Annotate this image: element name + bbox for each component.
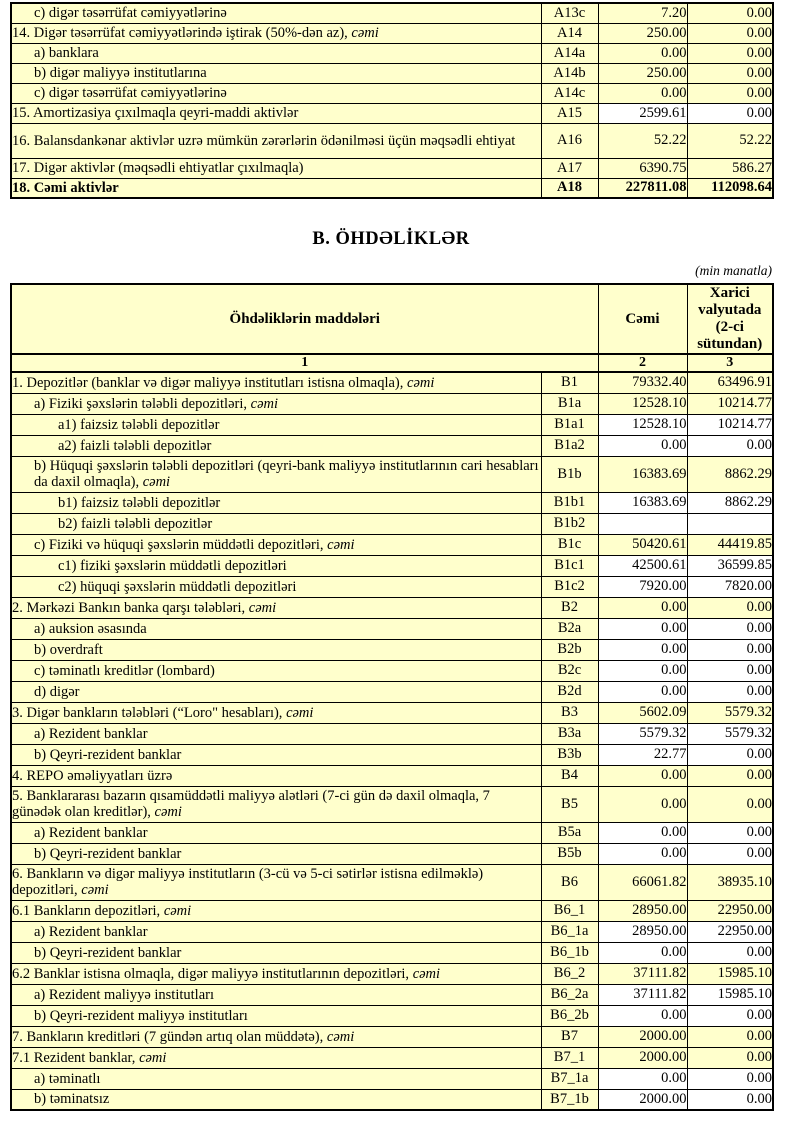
row-label: c) digər təsərrüfat cəmiyyətlərinə: [11, 3, 541, 23]
row-code: B6: [541, 864, 598, 900]
row-foreign-value: 15985.10: [687, 984, 773, 1005]
row-label: 3. Digər bankların tələbləri (“Loro" hesabları), cəmi: [11, 702, 541, 723]
row-label-suffix: cəmi: [409, 965, 441, 982]
row-total-value: [598, 513, 687, 534]
row-label: c) digər təsərrüfat cəmiyyətlərinə: [11, 83, 541, 103]
row-label-suffix: cəmi: [323, 536, 355, 553]
row-label-suffix: cəmi: [282, 704, 314, 721]
row-total-value: 227811.08: [598, 178, 687, 198]
row-code: A14a: [541, 43, 598, 63]
row-total-value: 0.00: [598, 597, 687, 618]
table-row: [11, 83, 773, 103]
row-foreign-value: 0.00: [687, 3, 773, 23]
table-row: [11, 158, 773, 178]
liabilities-table-body: [11, 284, 773, 1110]
row-foreign-value: 10214.77: [687, 393, 773, 414]
row-total-value: 2000.00: [598, 1026, 687, 1047]
row-foreign-value: 0.00: [687, 843, 773, 864]
row-total-value: 16383.69: [598, 492, 687, 513]
liabilities-subheader-row: [11, 354, 773, 372]
row-total-value: 0.00: [598, 1068, 687, 1089]
row-foreign-value: 5579.32: [687, 723, 773, 744]
row-foreign-value: 5579.32: [687, 702, 773, 723]
table-row: [11, 372, 773, 393]
row-code: B7_1a: [541, 1068, 598, 1089]
table-row: [11, 744, 773, 765]
row-code: B4: [541, 765, 598, 786]
table-row: [11, 414, 773, 435]
row-code: B5a: [541, 822, 598, 843]
table-row: [11, 555, 773, 576]
row-code: B1b2: [541, 513, 598, 534]
row-label: b) Qeyri-rezident banklar: [11, 744, 541, 765]
row-label-suffix: cəmi: [135, 1049, 167, 1066]
row-label: 2. Mərkəzi Bankın banka qarşı tələbləri, cəmi: [11, 597, 541, 618]
section-b-title: B. ÖHDƏLİKLƏR: [312, 229, 470, 249]
row-label: 4. REPO əməliyyatları üzrə: [11, 765, 541, 786]
row-foreign-value: 0.00: [687, 435, 773, 456]
row-label: b) Qeyri-rezident maliyyə institutları: [11, 1005, 541, 1026]
row-foreign-value: 8862.29: [687, 456, 773, 492]
row-foreign-value: 0.00: [687, 786, 773, 822]
row-label-suffix: cəmi: [77, 882, 109, 898]
row-label: a1) faizsiz tələbli depozitlər: [11, 414, 541, 435]
row-label: a) təminatlı: [11, 1068, 541, 1089]
liabilities-header-row: [11, 284, 773, 354]
table-row: [11, 576, 773, 597]
table-row: [11, 456, 773, 492]
row-total-value: 2599.61: [598, 103, 687, 123]
row-total-value: 250.00: [598, 63, 687, 83]
row-label: b2) faizli tələbli depozitlər: [11, 513, 541, 534]
row-total-value: 7.20: [598, 3, 687, 23]
row-label: a) auksion əsasında: [11, 618, 541, 639]
header-foreign-column: Xarici valyutada (2-ci sütundan): [687, 284, 773, 354]
table-row: [11, 1089, 773, 1110]
row-code: B5: [541, 786, 598, 822]
row-code: A14b: [541, 63, 598, 83]
row-label: a) Fiziki şəxslərin tələbli depozitləri, cəmi: [11, 393, 541, 414]
table-row: [11, 702, 773, 723]
table-row: [11, 639, 773, 660]
row-label-suffix: cəmi: [247, 395, 279, 412]
row-label-suffix: cəmi: [403, 374, 435, 391]
row-total-value: 0.00: [598, 618, 687, 639]
table-row: [11, 1068, 773, 1089]
row-total-value: 0.00: [598, 1005, 687, 1026]
row-total-value: 0.00: [598, 765, 687, 786]
table-row: [11, 3, 773, 23]
row-code: A17: [541, 158, 598, 178]
row-code: B2: [541, 597, 598, 618]
table-row: [11, 786, 773, 822]
row-code: B6_2: [541, 963, 598, 984]
row-total-value: 28950.00: [598, 900, 687, 921]
row-code: B1c2: [541, 576, 598, 597]
row-foreign-value: 0.00: [687, 681, 773, 702]
row-foreign-value: 22950.00: [687, 900, 773, 921]
row-total-value: 37111.82: [598, 984, 687, 1005]
row-label: 6.2 Banklar istisna olmaqla, digər maliyyə institutlarının depozitləri, cəmi: [11, 963, 541, 984]
row-code: A13c: [541, 3, 598, 23]
table-row: [11, 103, 773, 123]
row-total-value: 12528.10: [598, 393, 687, 414]
row-foreign-value: 0.00: [687, 765, 773, 786]
header-items-column: Öhdəliklərin maddələri: [11, 284, 598, 354]
table-row: [11, 597, 773, 618]
subheader-col-2: 2: [598, 354, 687, 372]
table-row: [11, 723, 773, 744]
table-row: [11, 43, 773, 63]
table-row: [11, 618, 773, 639]
table-row: [11, 942, 773, 963]
row-total-value: 7920.00: [598, 576, 687, 597]
row-label: 15. Amortizasiya çıxılmaqla qeyri-maddi aktivlər: [11, 103, 541, 123]
row-foreign-value: 10214.77: [687, 414, 773, 435]
unit-note: (min manatla): [695, 263, 772, 278]
table-row: [11, 178, 773, 198]
row-total-value: 66061.82: [598, 864, 687, 900]
row-code: A14: [541, 23, 598, 43]
table-row: [11, 1005, 773, 1026]
row-label-suffix: cəmi: [139, 474, 171, 490]
row-total-value: 12528.10: [598, 414, 687, 435]
subheader-col-1: 1: [11, 354, 598, 372]
row-foreign-value: 586.27: [687, 158, 773, 178]
row-label: 17. Digər aktivlər (məqsədli ehtiyatlar çıxılmaqla): [11, 158, 541, 178]
row-total-value: 5602.09: [598, 702, 687, 723]
row-label: 1. Depozitlər (banklar və digər maliyyə institutları istisna olmaqla), cəmi: [11, 372, 541, 393]
table-row: [11, 513, 773, 534]
row-label: a) Rezident banklar: [11, 822, 541, 843]
row-total-value: 22.77: [598, 744, 687, 765]
row-foreign-value: 0.00: [687, 1026, 773, 1047]
row-total-value: 50420.61: [598, 534, 687, 555]
row-foreign-value: 0.00: [687, 744, 773, 765]
table-row: [11, 765, 773, 786]
row-label: b) Qeyri-rezident banklar: [11, 942, 541, 963]
table-row: [11, 921, 773, 942]
row-total-value: 2000.00: [598, 1089, 687, 1110]
row-foreign-value: 0.00: [687, 43, 773, 63]
row-total-value: 2000.00: [598, 1047, 687, 1068]
row-label: c2) hüquqi şəxslərin müddətli depozitləri: [11, 576, 541, 597]
row-code: B1a: [541, 393, 598, 414]
row-code: B3b: [541, 744, 598, 765]
row-foreign-value: 0.00: [687, 1089, 773, 1110]
row-foreign-value: 0.00: [687, 660, 773, 681]
row-foreign-value: 63496.91: [687, 372, 773, 393]
row-label: d) digər: [11, 681, 541, 702]
row-foreign-value: 0.00: [687, 942, 773, 963]
row-label: a2) faizli tələbli depozitlər: [11, 435, 541, 456]
row-foreign-value: 44419.85: [687, 534, 773, 555]
row-label: a) banklara: [11, 43, 541, 63]
table-row: [11, 63, 773, 83]
row-code: A14c: [541, 83, 598, 103]
row-code: B1a2: [541, 435, 598, 456]
assets-table: [10, 2, 774, 199]
subheader-col-3: 3: [687, 354, 773, 372]
row-code: B1a1: [541, 414, 598, 435]
table-row: [11, 492, 773, 513]
row-total-value: 0.00: [598, 942, 687, 963]
row-code: B7_1b: [541, 1089, 598, 1110]
row-foreign-value: 0.00: [687, 1068, 773, 1089]
row-code: B2c: [541, 660, 598, 681]
row-code: B1c: [541, 534, 598, 555]
row-code: B3: [541, 702, 598, 723]
row-code: B2b: [541, 639, 598, 660]
table-row: [11, 681, 773, 702]
liabilities-table: [10, 283, 774, 1111]
row-code: B1b: [541, 456, 598, 492]
row-foreign-value: 0.00: [687, 1005, 773, 1026]
row-foreign-value: 0.00: [687, 639, 773, 660]
row-foreign-value: 0.00: [687, 83, 773, 103]
row-label: 14. Digər təsərrüfat cəmiyyətlərində iştirak (50%-dən az), cəmi: [11, 23, 541, 43]
row-total-value: 42500.61: [598, 555, 687, 576]
row-label: a) Rezident maliyyə institutları: [11, 984, 541, 1005]
row-label: 6.1 Bankların depozitləri, cəmi: [11, 900, 541, 921]
row-foreign-value: 0.00: [687, 63, 773, 83]
row-total-value: 0.00: [598, 639, 687, 660]
row-foreign-value: 15985.10: [687, 963, 773, 984]
row-label: a) Rezident banklar: [11, 723, 541, 744]
row-label: b) Hüquqi şəxslərin tələbli depozitləri (qeyri-bank maliyyə institutlarının cari hesabları da daxil olmaqla), cəmi: [11, 456, 541, 492]
row-total-value: 0.00: [598, 660, 687, 681]
row-foreign-value: [687, 513, 773, 534]
row-code: B6_1: [541, 900, 598, 921]
table-row: [11, 864, 773, 900]
row-total-value: 0.00: [598, 843, 687, 864]
row-foreign-value: 38935.10: [687, 864, 773, 900]
row-foreign-value: 0.00: [687, 1047, 773, 1068]
table-row: [11, 963, 773, 984]
row-total-value: 52.22: [598, 123, 687, 158]
row-code: B3a: [541, 723, 598, 744]
row-code: B6_2b: [541, 1005, 598, 1026]
row-label: c1) fiziki şəxslərin müddətli depozitləri: [11, 555, 541, 576]
table-row: [11, 900, 773, 921]
row-total-value: 0.00: [598, 435, 687, 456]
row-foreign-value: 0.00: [687, 822, 773, 843]
row-label-suffix: cəmi: [323, 1028, 355, 1045]
row-label: c) təminatlı kreditlər (lombard): [11, 660, 541, 681]
row-code: B6_2a: [541, 984, 598, 1005]
row-label: b) digər maliyyə institutlarına: [11, 63, 541, 83]
row-code: B2a: [541, 618, 598, 639]
row-code: A16: [541, 123, 598, 158]
row-foreign-value: 0.00: [687, 23, 773, 43]
row-label: b) Qeyri-rezident banklar: [11, 843, 541, 864]
row-label: 7. Bankların kreditləri (7 gündən artıq olan müddətə), cəmi: [11, 1026, 541, 1047]
row-total-value: 6390.75: [598, 158, 687, 178]
table-row: [11, 822, 773, 843]
table-row: [11, 843, 773, 864]
row-label-suffix: cəmi: [245, 599, 277, 616]
row-foreign-value: 0.00: [687, 103, 773, 123]
row-total-value: 5579.32: [598, 723, 687, 744]
row-label: b) təminatsız: [11, 1089, 541, 1110]
row-total-value: 0.00: [598, 83, 687, 103]
table-row: [11, 1026, 773, 1047]
row-foreign-value: 52.22: [687, 123, 773, 158]
row-code: B6_1a: [541, 921, 598, 942]
table-row: [11, 435, 773, 456]
row-code: B1: [541, 372, 598, 393]
row-foreign-value: 8862.29: [687, 492, 773, 513]
row-total-value: 0.00: [598, 681, 687, 702]
row-label: 5. Banklararası bazarın qısamüddətli maliyyə alətləri (7-ci gün də daxil olmaqla, 7 günədək olan kreditlər), cəmi: [11, 786, 541, 822]
table-row: [11, 534, 773, 555]
row-label: c) Fiziki və hüquqi şəxslərin müddətli depozitləri, cəmi: [11, 534, 541, 555]
row-total-value: 16383.69: [598, 456, 687, 492]
row-label-suffix: cəmi: [160, 902, 192, 919]
table-row: [11, 984, 773, 1005]
row-label: 16. Balansdankənar aktivlər uzrə mümkün zərərlərin ödənilməsi üçün məqsədli ehtiyat: [11, 123, 541, 158]
row-label: b) overdraft: [11, 639, 541, 660]
row-total-value: 0.00: [598, 43, 687, 63]
row-code: B2d: [541, 681, 598, 702]
table-row: [11, 660, 773, 681]
row-total-value: 37111.82: [598, 963, 687, 984]
row-label: 7.1 Rezident banklar, cəmi: [11, 1047, 541, 1068]
row-code: B7_1: [541, 1047, 598, 1068]
row-label-suffix: cəmi: [347, 25, 379, 41]
assets-table-body: [11, 3, 773, 198]
table-row: [11, 393, 773, 414]
row-code: A15: [541, 103, 598, 123]
row-code: B1b1: [541, 492, 598, 513]
row-label: 18. Cəmi aktivlər: [11, 178, 541, 198]
row-foreign-value: 0.00: [687, 597, 773, 618]
row-label: a) Rezident banklar: [11, 921, 541, 942]
row-total-value: 28950.00: [598, 921, 687, 942]
row-foreign-value: 0.00: [687, 618, 773, 639]
row-total-value: 250.00: [598, 23, 687, 43]
row-label: b1) faizsiz tələbli depozitlər: [11, 492, 541, 513]
header-total-column: Cəmi: [598, 284, 687, 354]
table-row: [11, 23, 773, 43]
row-code: B5b: [541, 843, 598, 864]
row-total-value: 0.00: [598, 822, 687, 843]
row-code: A18: [541, 178, 598, 198]
row-code: B6_1b: [541, 942, 598, 963]
table-row: [11, 123, 773, 158]
row-code: B7: [541, 1026, 598, 1047]
row-foreign-value: 36599.85: [687, 555, 773, 576]
row-label: 6. Bankların və digər maliyyə institutların (3-cü və 5-ci sətirlər istisna edilməklə) depozitləri, cəmi: [11, 864, 541, 900]
row-label-suffix: cəmi: [150, 804, 182, 820]
row-code: B1c1: [541, 555, 598, 576]
row-foreign-value: 22950.00: [687, 921, 773, 942]
row-total-value: 0.00: [598, 786, 687, 822]
row-foreign-value: 112098.64: [687, 178, 773, 198]
row-total-value: 79332.40: [598, 372, 687, 393]
table-row: [11, 1047, 773, 1068]
row-foreign-value: 7820.00: [687, 576, 773, 597]
